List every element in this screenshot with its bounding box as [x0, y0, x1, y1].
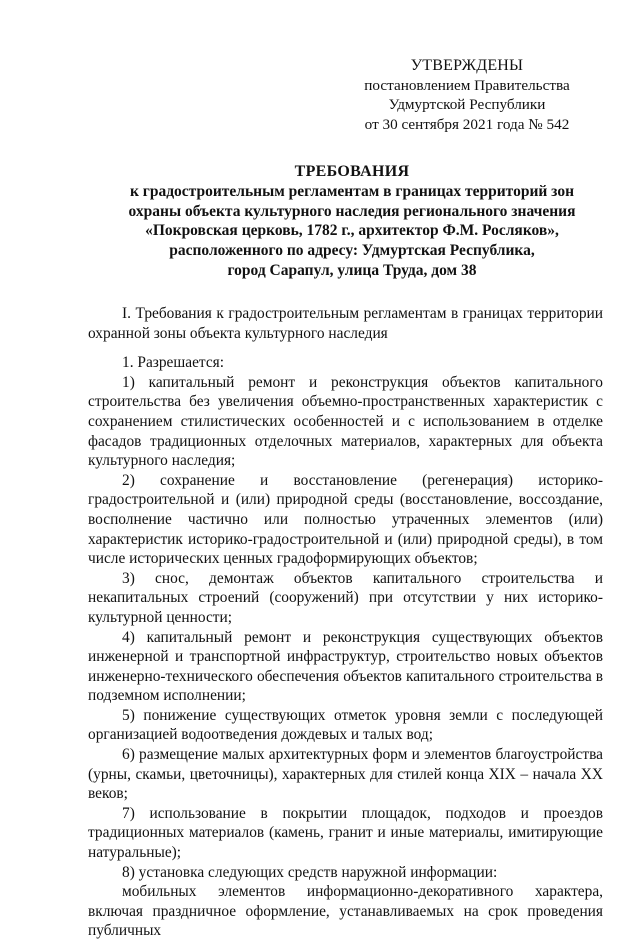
title-main: ТРЕБОВАНИЯ — [294, 163, 410, 180]
approval-line: Удмуртской Республики — [388, 96, 546, 113]
paragraph: мобильных элементов информационно-декоративного характера, включая праздничное оформление, устанавливаемых на срок проведения публичных — [88, 883, 603, 940]
paragraph: 2) сохранение и восстановление (регенерация) историко-градостроительной и (или) природной среды (восстановление, воссоздание, восполнение частично или полностью утраченных элементов (или) характеристик историко-градостроительной и (или) природной среды), в том числе исторических ценных градоформирующих объектов; — [88, 471, 603, 568]
approval-line: постановлением Правительства — [364, 76, 570, 94]
paragraph: 5) понижение существующих отметок уровня земли с последующей организацией водоотведения дождевых и талых вод; — [88, 706, 603, 744]
title-line: расположенного по адресу: Удмуртская Республика, — [169, 242, 535, 260]
approval-heading: УТВЕРЖДЕНЫ — [410, 57, 524, 74]
document-title — [92, 162, 612, 281]
title-line: «Покровская церковь, 1782 г., архитектор Ф.М. Росляков», — [145, 222, 559, 240]
paragraph: 7) использование в покрытии площадок, подходов и проездов традиционных материалов (камень, гранит и иные материалы, имитирующие натуральные); — [88, 804, 603, 862]
title-line: к градостроительным регламентам в границах территорий зон — [129, 182, 574, 200]
paragraph: 1. Разрешается: — [122, 354, 225, 372]
paragraph: 1) капитальный ремонт и реконструкция объектов капитального строительства без увеличения объемно-пространственных характеристик с сохранением стилистических особенностей и с использованием в отделке фасадов традиционных отделочных материалов, характерных для объекта культурного наследия; — [88, 373, 603, 470]
title-line: охраны объекта культурного наследия регионального значения — [128, 202, 576, 220]
paragraph: 4) капитальный ремонт и реконструкция существующих объектов инженерной и транспортной инфраструктур, строительство новых объектов инженерно-технического обеспечения объектов капитального строительства в подземном исполнении; — [88, 628, 603, 705]
paragraph: 8) установка следующих средств наружной информации: — [122, 863, 498, 881]
approval-stamp — [347, 56, 587, 134]
paragraph: 3) снос, демонтаж объектов капитального строительства и некапитальных строений (сооружений) при отсутствии у них историко-культурной ценности; — [88, 569, 603, 626]
title-line: город Сарапул, улица Труда, дом 38 — [227, 261, 477, 279]
paragraph: 6) размещение малых архитектурных форм и элементов благоустройства (урны, скамьи, цветочницы), характерных для стилей конца XIX – начала XX веков; — [88, 746, 603, 803]
section-heading: I. Требования к градостроительным регламентам в границах территории охранной зоны объекта культурного наследия — [88, 305, 603, 342]
document-body — [88, 304, 603, 941]
approval-date: от 30 сентября 2021 года № 542 — [364, 115, 570, 133]
